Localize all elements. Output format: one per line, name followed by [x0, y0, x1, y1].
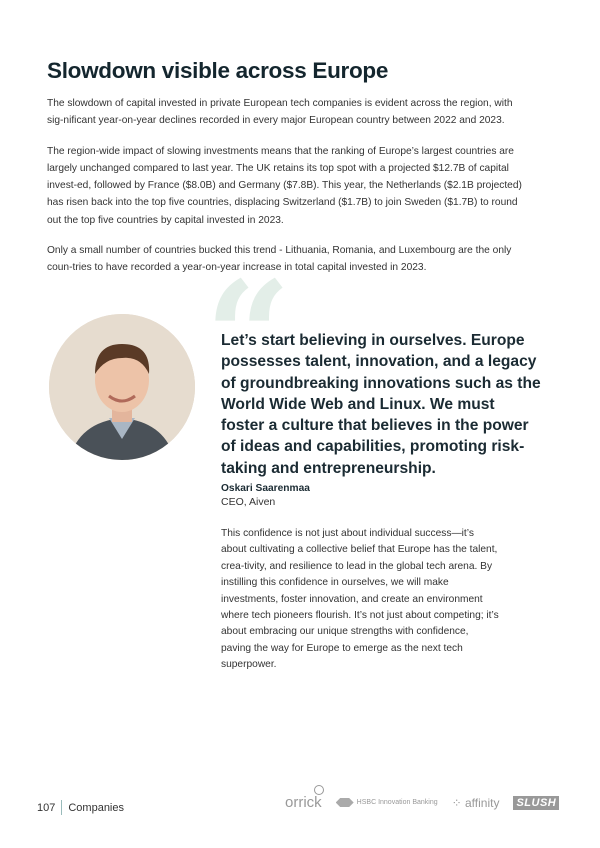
partner-logos [285, 794, 559, 811]
footer [37, 800, 124, 815]
orrick-logo: orrick [285, 794, 322, 811]
section-name: Companies [68, 801, 124, 814]
page-title: Slowdown visible across Europe [47, 58, 389, 83]
affinity-logo: ⁘ affinity [451, 795, 500, 810]
portrait-photo [49, 314, 195, 460]
quote-author-role: CEO, Aiven [221, 496, 276, 508]
paragraph: The region-wide impact of slowing investments means that the ranking of Europe’s largest countries are largely unchanged compared to last year. The UK retains its top spot with a projected $12.7B of capital invest-ed, followed by France ($8.0B) and Germany ($7.8B). This year, the Netherlands ($2.1B projected) has risen back into the top five countries, displacing Switzerland ($1.7B) to join Sweden ($1.7B) to round out the top five countries by capital invested in 2023. [47, 145, 522, 226]
quote-author-name: Oskari Saarenmaa [221, 483, 310, 494]
hsbc-logo: HSBC Innovation Banking [336, 798, 438, 807]
divider [61, 800, 62, 815]
quote-mark-icon: “ [205, 249, 292, 425]
page-number: 107 [37, 801, 56, 814]
paragraph: Only a small number of countries bucked this trend - Lithuania, Romania, and Luxembourg are the only coun-tries to have recorded a year-on-year increase in total capital invested in 2023. [47, 245, 512, 274]
paragraph: The slowdown of capital invested in private European tech companies is evident across the region, with sig-nificant year-on-year declines recorded in every major European country between 2022 and 2023. [47, 98, 513, 127]
slush-logo: SLUSH [513, 796, 559, 810]
body-paragraph: This confidence is not just about individual success—it’s about cultivating a collective belief that Europe has the talent, crea-tivity, and resilience to lead in the global tech arena. By instilling this confidence in ourselves, we will make investments, foster innovation, and create an environment where tech pioneers flourish. It’s not just about competing; it’s about embracing our unique strengths with confidence, paving the way for Europe to emerge as the next tech superpower. [221, 528, 499, 671]
pull-quote: Let’s start believing in ourselves. Europe possesses talent, innovation, and a legacy of groundbreaking innovations such as the World Wide Web and Linux. We must foster a culture that believes in the power of ideas and capabilities, promoting risk-taking and entrepreneurship. [221, 332, 541, 477]
